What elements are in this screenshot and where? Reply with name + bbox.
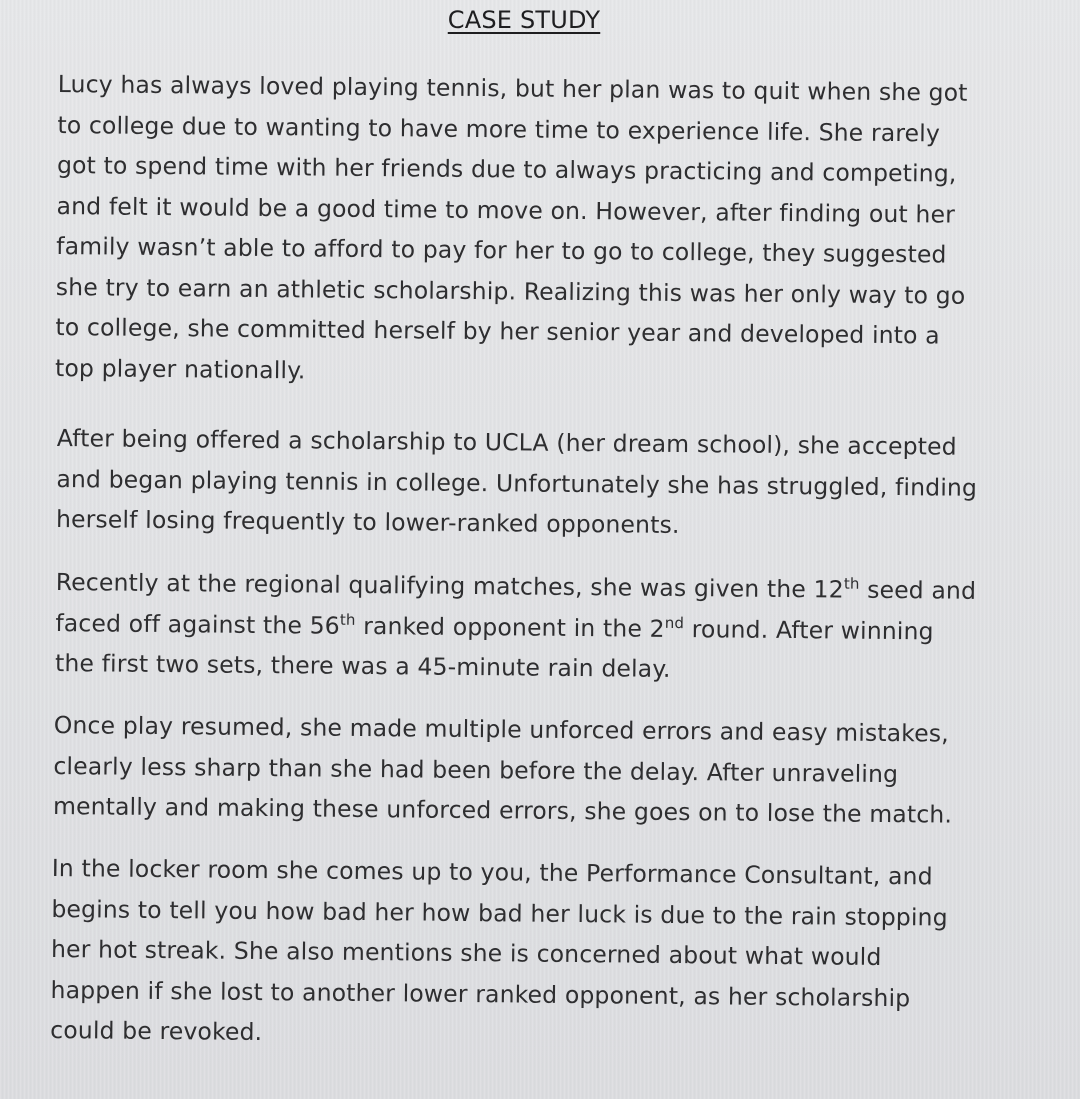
text-line: top player nationally. [54,353,306,384]
text-line: to college, she committed herself by her senior year and developed into a [55,312,940,350]
ordinal-suffix: th [843,574,860,593]
paragraph-college [56,418,997,549]
text-segment: round. After winning [683,614,934,645]
text-line: and began playing tennis in college. Unfortunately she has struggled, finding [56,464,978,502]
text-line: the first two sets, there was a 45-minute rain delay. [54,648,671,683]
ordinal-suffix: th [339,610,356,629]
text-segment: ranked opponent in the 2 [355,611,665,643]
paragraph-match [55,562,996,693]
text-line: begins to tell you how bad her how bad her luck is due to the rain stopping [51,894,948,932]
text-line: herself losing frequently to lower-ranked opponents. [55,504,680,539]
text-line: clearly less sharp than she had been before the delay. After unraveling [53,751,899,788]
ordinal-suffix: nd [664,613,685,632]
text-line: she try to earn an athletic scholarship. Realizing this was her only way to go [55,272,966,310]
text-line: In the locker room she comes up to you, the Performance Consultant, and [51,853,933,891]
text-line: got to spend time with her friends due to always practicing and competing, [56,150,957,188]
text-line: Lucy has always loved playing tennis, but her plan was to quit when she got [57,69,968,107]
text-line: family wasn’t able to afford to pay for her to go to college, they suggested [56,231,947,269]
page-title: CASE STUDY [447,6,601,34]
text-line: mentally and making these unforced errors, she goes on to lose the match. [52,791,953,829]
text-line: happen if she lost to another lower ranked opponent, as her scholarship [50,975,911,1012]
text-segment: faced off against the 56 [55,608,340,640]
text-line: and felt it would be a good time to move on. However, after finding out her [56,191,956,229]
text-line: her hot streak. She also mentions she is concerned about what would [50,934,882,971]
text-line: to college due to wanting to have more time to experience life. She rarely [57,110,941,147]
text-line: After being offered a scholarship to UCLA (her dream school), she accepted [56,423,957,461]
text-line: Once play resumed, she made multiple unforced errors and easy mistakes, [53,710,949,748]
paragraph-background [55,64,998,397]
text-segment: Recently at the regional qualifying matches, she was given the 12 [55,567,844,604]
text-segment: seed and [859,575,977,605]
paragraph-locker-room [50,848,992,1060]
paragraph-rain-delay [53,705,994,836]
text-line: could be revoked. [50,1015,263,1047]
